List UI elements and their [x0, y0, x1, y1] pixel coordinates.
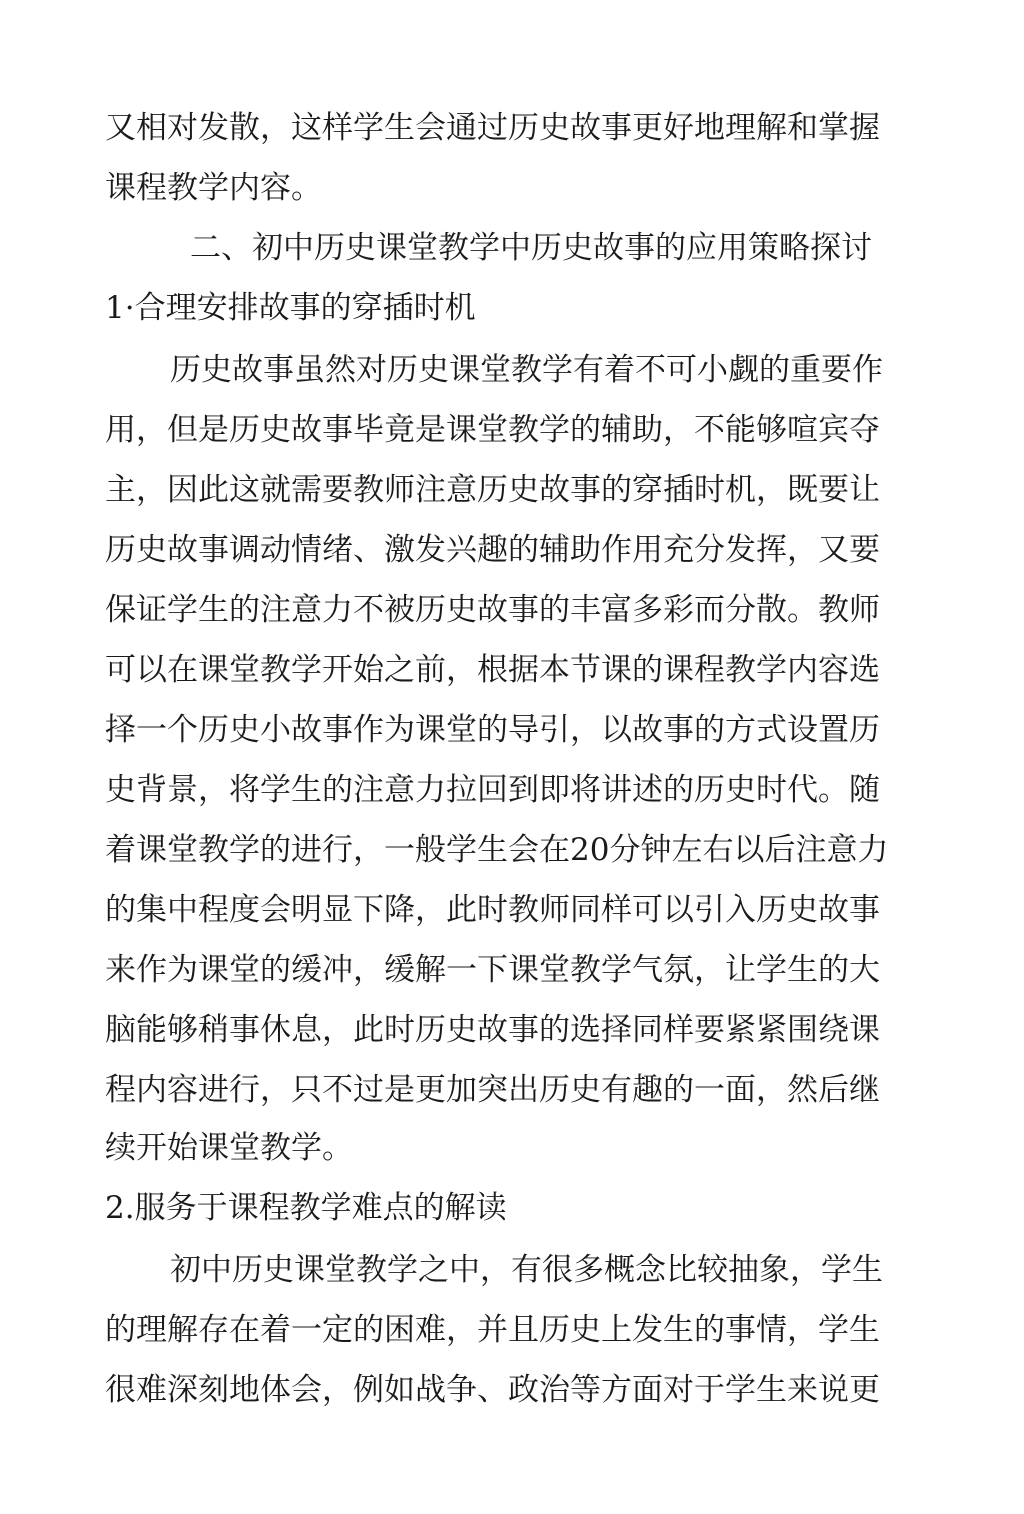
text-line: 择一个历史小故事作为课堂的导引，以故事的方式设置历: [105, 712, 880, 748]
text-line: 着课堂教学的进行，一般学生会在20分钟左右以后注意力: [105, 832, 889, 868]
text-line: 可以在课堂教学开始之前，根据本节课的课程教学内容选: [105, 652, 880, 688]
text-line: 的集中程度会明显下降，此时教师同样可以引入历史故事: [105, 892, 880, 928]
text-line: 用，但是历史故事毕竟是课堂教学的辅助，不能够喧宾夺: [105, 412, 880, 448]
subsection-heading: 1·合理安排故事的穿插时机: [105, 290, 476, 326]
text-line: 程内容进行，只不过是更加突出历史有趣的一面，然后继: [105, 1072, 880, 1108]
text-line: 很难深刻地体会，例如战争、政治等方面对于学生来说更: [105, 1372, 880, 1408]
text-line: 脑能够稍事休息，此时历史故事的选择同样要紧紧围绕课: [105, 1012, 880, 1048]
subsection-heading: 2.服务于课程教学难点的解读: [105, 1190, 507, 1226]
text-line: 初中历史课堂教学之中，有很多概念比较抽象，学生: [170, 1252, 883, 1288]
text-line: 主，因此这就需要教师注意历史故事的穿插时机，既要让: [105, 472, 880, 508]
text-line: 保证学生的注意力不被历史故事的丰富多彩而分散。教师: [105, 592, 880, 628]
text-line: 又相对发散，这样学生会通过历史故事更好地理解和掌握: [105, 110, 880, 146]
text-line: 史背景，将学生的注意力拉回到即将讲述的历史时代。随: [105, 772, 880, 808]
text-line: 课程教学内容。: [105, 170, 322, 206]
text-line: 历史故事调动情绪、激发兴趣的辅助作用充分发挥，又要: [105, 532, 880, 568]
text-line: 续开始课堂教学。: [105, 1130, 353, 1166]
text-line: 历史故事虽然对历史课堂教学有着不可小觑的重要作: [170, 352, 883, 388]
text-line: 的理解存在着一定的困难，并且历史上发生的事情，学生: [105, 1312, 880, 1348]
text-line: 来作为课堂的缓冲，缓解一下课堂教学气氛，让学生的大: [105, 952, 880, 988]
section-heading: 二、初中历史课堂教学中历史故事的应用策略探讨: [190, 230, 872, 266]
